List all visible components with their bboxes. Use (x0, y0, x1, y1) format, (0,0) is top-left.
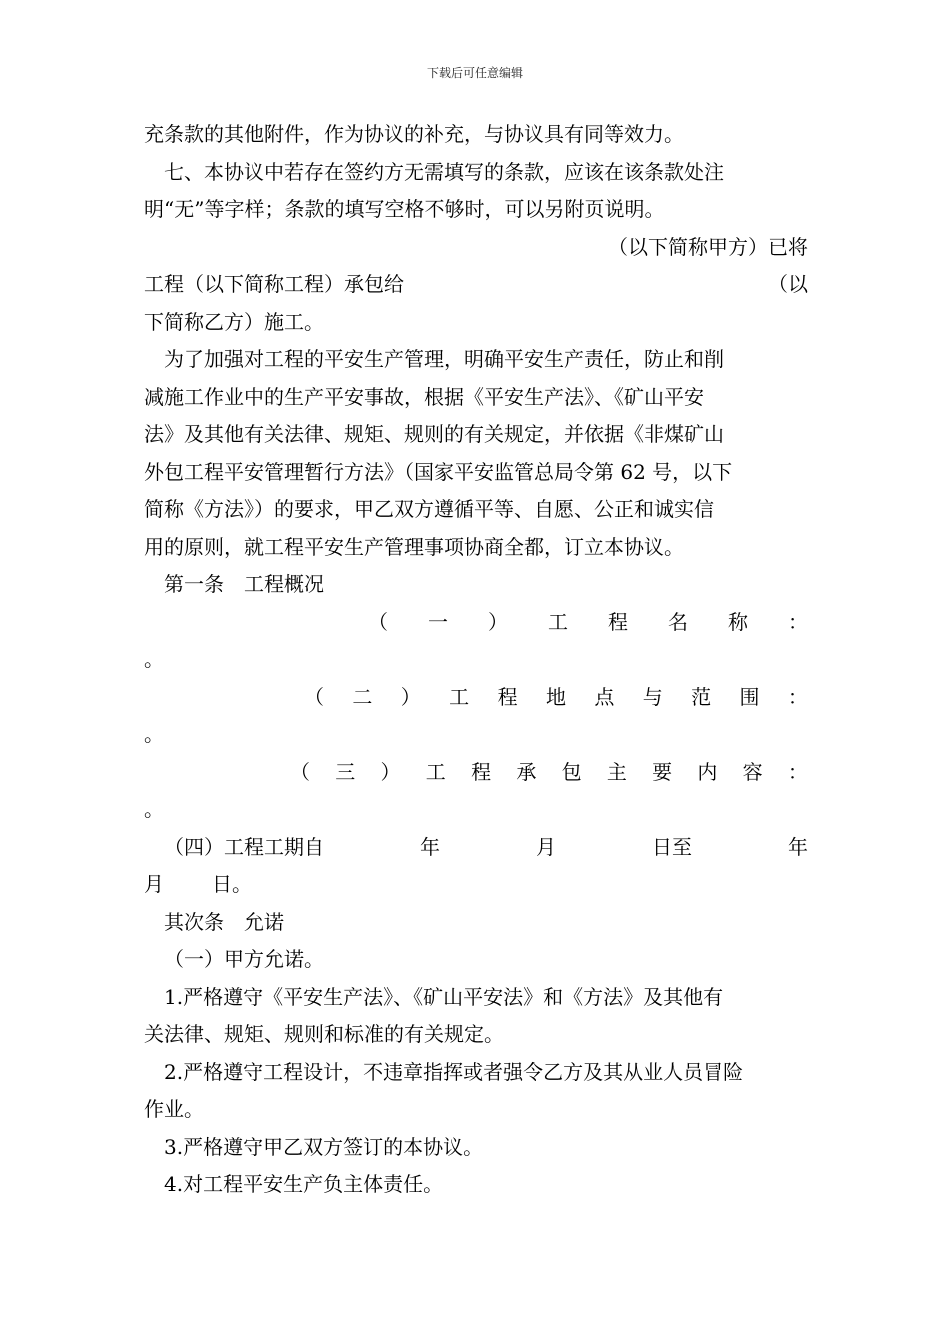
period-end-month: 月 (144, 872, 164, 896)
contract-line-left: 工程（以下简称工程）承包给 (144, 272, 404, 296)
party-a-promise-heading: （一）甲方允诺。 (164, 947, 324, 971)
item1-char: 工 (548, 609, 568, 634)
item3-char: ： (787, 759, 808, 784)
item2-char: ） (400, 684, 421, 709)
promise-2-line2: 作业。 (144, 1097, 204, 1121)
item3-char: 主 (606, 759, 627, 784)
item2-char: 工 (449, 684, 470, 709)
item1-char: 名 (668, 609, 688, 634)
article-two-heading: 其次条 允诺 (164, 909, 284, 934)
item3-char: 工 (425, 759, 446, 784)
item2-char: 地 (545, 684, 566, 709)
contract-line (144, 266, 808, 304)
item1-char: ： (788, 609, 808, 634)
item-project-name (144, 604, 808, 642)
item2-char: 点 (594, 684, 615, 709)
item3-char: 三 (335, 759, 356, 784)
item2-char: 范 (691, 684, 712, 709)
item3-char: 承 (516, 759, 537, 784)
item-project-location (144, 679, 808, 717)
item2-char: （ (304, 684, 324, 709)
promise-1-line2: 关法律、规矩、规则和标准的有关规定。 (144, 1022, 504, 1046)
party-a-line: （以下简称甲方）已将 (608, 234, 808, 259)
item1-end: 。 (144, 647, 164, 671)
item1-char: 称 (728, 609, 748, 634)
clause-seven-line2: 明“无”等字样；条款的填写空格不够时，可以另附页说明。 (144, 197, 665, 221)
purpose-line3: 法》及其他有关法律、规矩、规则的有关规定，并依据《非煤矿山 (144, 422, 724, 446)
period-end-year: 年 (788, 834, 808, 859)
purpose-line4: 外包工程平安管理暂行方法》（国家平安监管总局令第 62 号，以下 (144, 459, 733, 484)
purpose-line5: 简称《方法》）的要求，甲乙双方遵循平等、自愿、公正和诚实信 (144, 497, 714, 521)
period-day-to: 日至 (652, 834, 692, 859)
promise-4: 4.对工程平安生产负主体责任。 (164, 1172, 444, 1196)
item3-end: 。 (144, 797, 164, 821)
item2-char: ： (787, 684, 808, 709)
purpose-line2: 减施工作业中的生产平安事故，根据《平安生产法》、《矿山平安 (144, 384, 704, 409)
clause-seven-line1: 七、本协议中若存在签约方无需填写的条款，应该在该条款处注 (164, 159, 724, 184)
item1-char: ） (488, 609, 508, 634)
item3-char: 内 (697, 759, 718, 784)
page-header: 下载后可任意编辑 (426, 66, 523, 80)
item-project-period (144, 829, 808, 867)
paragraph-supplement: 充条款的其他附件，作为协议的补充，与协议具有同等效力。 (144, 122, 684, 146)
period-end-day: 日。 (212, 872, 252, 896)
item1-char: 一 (428, 609, 448, 634)
item2-char: 围 (739, 684, 760, 709)
item3-char: 包 (561, 759, 582, 784)
document-body (144, 116, 808, 1204)
period-month: 月 (536, 834, 556, 859)
item3-char: 程 (471, 759, 492, 784)
item3-char: （ (290, 759, 310, 784)
item1-char: （ (368, 609, 388, 634)
item2-char: 与 (642, 684, 663, 709)
promise-2-line1: 2.严格遵守工程设计，不违章指挥或者强令乙方及其从业人员冒险 (164, 1059, 744, 1084)
purpose-line1: 为了加强对工程的平安生产管理，明确平安生产责任，防止和削 (164, 347, 724, 371)
item1-char: 程 (608, 609, 628, 634)
contract-line-right: （以 (768, 272, 808, 296)
period-end-line (144, 866, 808, 904)
item3-char: 容 (742, 759, 763, 784)
promise-1-line1: 1.严格遵守《平安生产法》、《矿山平安法》和《方法》及其他有 (164, 984, 724, 1009)
purpose-line6: 用的原则，就工程平安生产管理事项协商全都，订立本协议。 (144, 534, 684, 559)
item2-end: 。 (144, 722, 164, 746)
item3-char: 要 (652, 759, 673, 784)
item3-char: ） (380, 759, 401, 784)
item2-char: 二 (352, 684, 373, 709)
period-label: （四）工程工期自 (164, 834, 324, 859)
period-year: 年 (420, 834, 440, 859)
item2-char: 程 (497, 684, 518, 709)
party-b-line: 下简称乙方）施工。 (144, 309, 324, 334)
item-project-content (144, 754, 808, 792)
article-one-heading: 第一条 工程概况 (164, 572, 324, 596)
promise-3: 3.严格遵守甲乙双方签订的本协议。 (164, 1134, 484, 1159)
